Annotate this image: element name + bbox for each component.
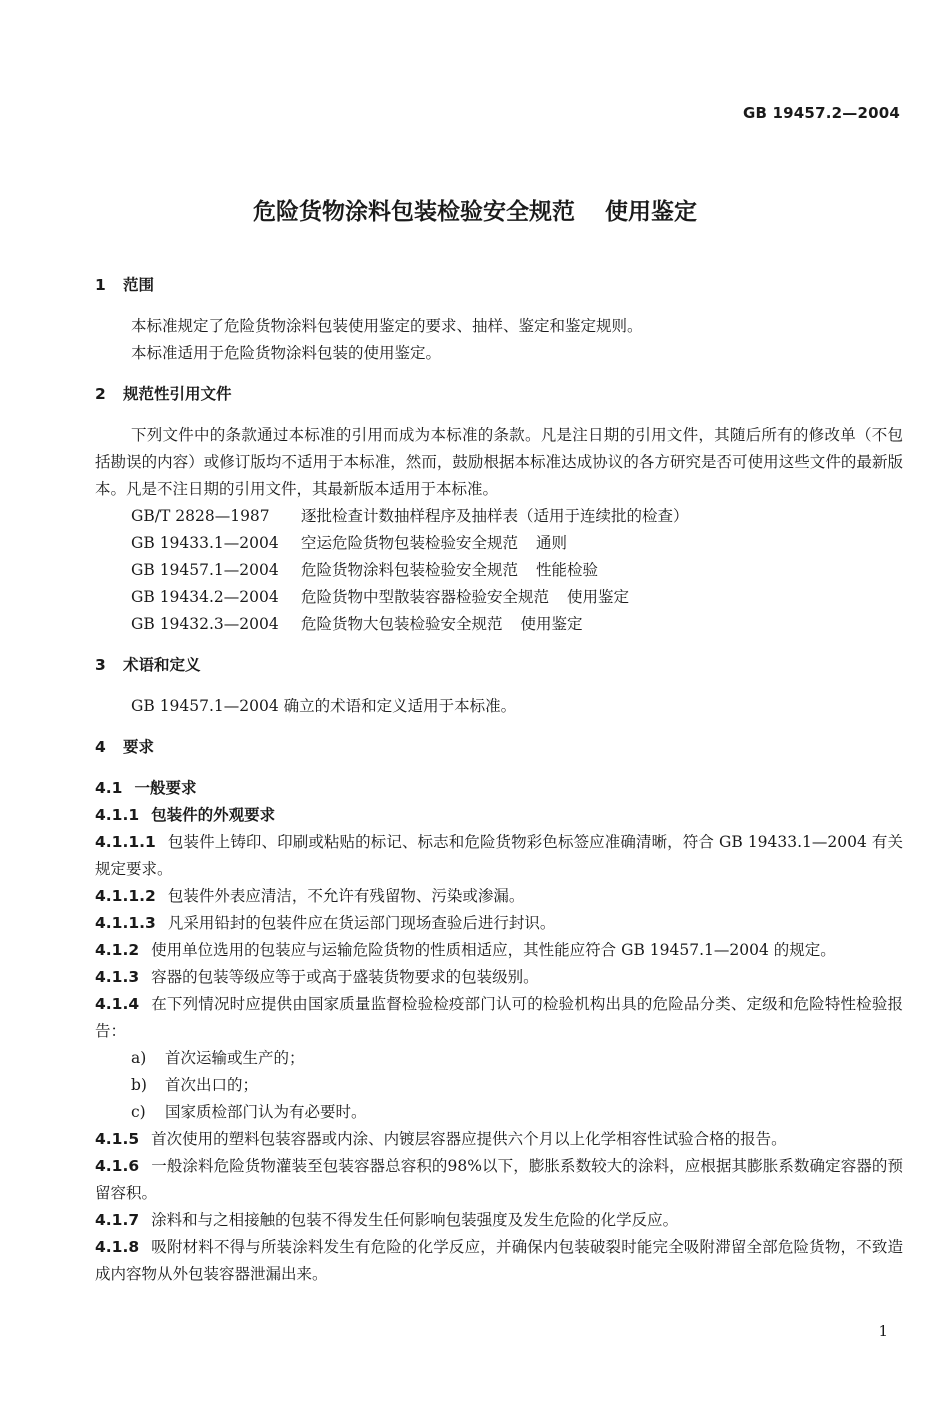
list-item [95,1045,903,1072]
clause-4-1 [95,775,903,802]
reference-subtitle: 性能检验 [536,561,599,579]
clause-text: 凡采用铅封的包装件应在货运部门现场查验后进行封识。 [167,914,556,932]
clause-4-1-7 [95,1207,903,1234]
clause-number: 4.1.8 [95,1238,140,1256]
clause-4-1-1 [95,802,903,829]
reference-code: GB 19457.1—2004 [131,561,279,579]
reference-title: 危险货物中型散装容器检验安全规范 [301,588,550,606]
clause-4-1-6 [95,1153,903,1207]
clause-4-1-4 [95,991,903,1045]
reference-title: 逐批检查计数抽样程序及抽样表（适用于连续批的检查） [301,507,689,525]
clause-text: 容器的包装等级应等于或高于盛装货物要求的包装级别。 [151,968,539,986]
clause-4-1-5 [95,1126,903,1153]
clause-4-1-8 [95,1234,903,1288]
clause-number: 4.1.1.3 [95,914,156,932]
clause-text: 首次使用的塑料包装容器或内涂、内镀层容器应提供六个月以上化学相容性试验合格的报告。 [151,1130,787,1148]
clause-title: 一般要求 [134,779,197,797]
reference-subtitle: 通则 [536,534,568,552]
list-item [95,1072,903,1099]
paragraph: 下列文件中的条款通过本标准的引用而成为本标准的条款。凡是注日期的引用文件，其随后所有的修改单（不包括勘误的内容）或修订版均不适用于本标准，然而，鼓励根据本标准达成协议的各方研究是否可使用这些文件的最新版本。凡是不注日期的引用文件，其最新版本适用于本标准。 [95,426,903,498]
clause-text: 吸附材料不得与所装涂料发生有危险的化学反应，并确保内包装破裂时能完全吸附滞留全部危险货物，不致造成内容物从外包装容器泄漏出来。 [95,1238,903,1283]
section-title: 术语和定义 [123,656,201,674]
reference-item [95,557,903,584]
paragraph: 本标准适用于危险货物涂料包装的使用鉴定。 [131,344,442,362]
section-number: 4 [95,738,106,756]
reference-item [95,584,903,611]
page-title: 危险货物涂料包装检验安全规范 使用鉴定 [252,199,697,225]
list-item [95,1099,903,1126]
document-body [95,272,903,1288]
clause-number: 4.1.6 [95,1157,140,1175]
list-marker: b) [131,1076,147,1094]
reference-code: GB 19432.3—2004 [131,615,279,633]
list-marker: c) [131,1103,146,1121]
page-number: 1 [878,1322,888,1340]
standard-code: GB 19457.2—2004 [742,104,900,122]
clause-number: 4.1.1.1 [95,833,156,851]
section-3-heading [95,652,903,679]
clause-4-1-1-3 [95,910,903,937]
list-text: 国家质检部门认为有必要时。 [165,1103,367,1121]
clause-number: 4.1.4 [95,995,140,1013]
section-4-heading [95,734,903,761]
clause-4-1-1-1 [95,829,903,883]
list-marker: a) [131,1049,147,1067]
paragraph: GB 19457.1—2004 确立的术语和定义适用于本标准。 [131,697,517,715]
clause-number: 4.1.5 [95,1130,140,1148]
clause-number: 4.1.2 [95,941,140,959]
clause-text: 在下列情况时应提供由国家质量监督检验检疫部门认可的检验机构出具的危险品分类、定级和危险特性检验报告： [95,995,903,1040]
paragraph: 本标准规定了危险货物涂料包装使用鉴定的要求、抽样、鉴定和鉴定规则。 [131,317,643,335]
clause-text: 包装件外表应清洁，不允许有残留物、污染或渗漏。 [167,887,525,905]
reference-code: GB 19433.1—2004 [131,534,279,552]
section-number: 2 [95,385,106,403]
reference-item [95,503,903,530]
reference-subtitle: 使用鉴定 [567,588,630,606]
section-1-heading [95,272,903,299]
clause-number: 4.1.1 [95,806,140,824]
clause-title: 包装件的外观要求 [151,806,276,824]
clause-number: 4.1.7 [95,1211,140,1229]
clause-number: 4.1 [95,779,123,797]
reference-title: 危险货物大包装检验安全规范 [301,615,503,633]
reference-subtitle: 使用鉴定 [520,615,583,633]
clause-number: 4.1.3 [95,968,140,986]
reference-item [95,611,903,638]
clause-text: 包装件上铸印、印刷或粘贴的标记、标志和危险货物彩色标签应准确清晰，符合 GB 19433.1—2004 有关规定要求。 [95,833,903,878]
clause-text: 涂料和与之相接触的包装不得发生任何影响包装强度及发生危险的化学反应。 [151,1211,679,1229]
clause-number: 4.1.1.2 [95,887,156,905]
reference-code: GB/T 2828—1987 [131,507,270,525]
reference-title: 空运危险货物包装检验安全规范 [301,534,519,552]
reference-item [95,530,903,557]
reference-title: 危险货物涂料包装检验安全规范 [301,561,519,579]
section-number: 3 [95,656,106,674]
clause-4-1-1-2 [95,883,903,910]
section-title: 范围 [123,276,155,294]
clause-text: 一般涂料危险货物灌装至包装容器总容积的98%以下，膨胀系数较大的涂料，应根据其膨胀系数确定容器的预留容积。 [95,1157,903,1202]
section-number: 1 [95,276,106,294]
clause-4-1-3 [95,964,903,991]
section-2-heading [95,381,903,408]
list-text: 首次运输或生产的； [165,1049,305,1067]
clause-text: 使用单位选用的包装应与运输危险货物的性质相适应，其性能应符合 GB 19457.1—2004 的规定。 [151,941,836,959]
section-title: 要求 [123,738,155,756]
list-text: 首次出口的； [165,1076,259,1094]
clause-4-1-2 [95,937,903,964]
reference-code: GB 19434.2—2004 [131,588,279,606]
section-title: 规范性引用文件 [123,385,232,403]
